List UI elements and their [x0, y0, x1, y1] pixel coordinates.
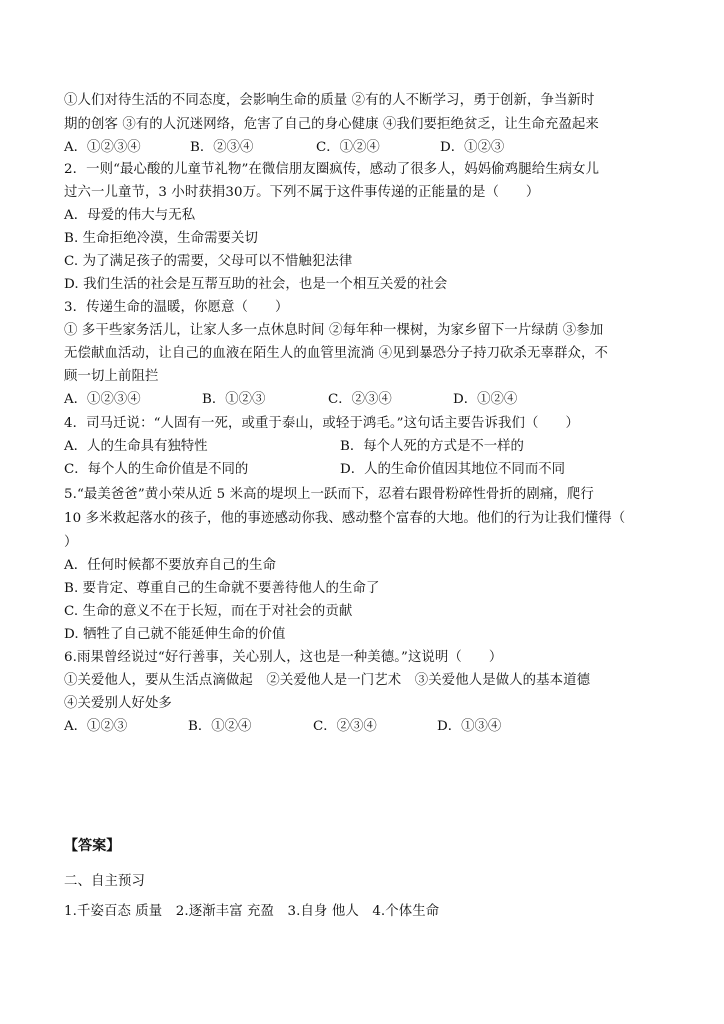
- q3-items-line2: 无偿献血活动，让自己的血液在陌生人的血管里流淌 ④见到暴恐分子持刀砍杀无辜群众，不: [64, 346, 608, 361]
- q4-stem: 4．司马迁说：“人固有一死，或重于泰山，或轻于鸿毛。”这句话主要告诉我们（ ）: [64, 416, 579, 431]
- q2-option-c: C. 为了满足孩子的需要，父母可以不惜触犯法律: [64, 254, 353, 269]
- q1-option-d: D．①②③: [440, 140, 505, 155]
- q5-option-a: A．任何时候都不要放弃自己的生命: [64, 558, 277, 573]
- answer-heading: 【答案】: [64, 838, 121, 854]
- q3-option-d: D．①②④: [453, 392, 518, 407]
- q3-option-b: B．①②③: [202, 392, 266, 407]
- q6-option-b: B．①②④: [188, 719, 252, 734]
- q3-option-a: A．①②③④: [64, 392, 141, 407]
- answer-line: 1.千姿百态 质量 2.逐渐丰富 充盈 3.自身 他人 4.个体生命: [64, 904, 440, 919]
- q4-option-d: D．人的生命价值因其地位不同而不同: [340, 462, 565, 477]
- q4-option-b: B．每个人死的方式是不一样的: [340, 439, 524, 454]
- q1-option-b: B．②③④: [190, 140, 254, 155]
- q3-items-line1: ① 多干些家务活儿，让家人多一点休息时间 ②每年种一棵树，为家乡留下一片绿荫 ③参加: [64, 323, 604, 338]
- q6-stem: 6.雨果曾经说过“好行善事，关心别人，这也是一种美德。”这说明（ ）: [64, 650, 503, 665]
- q5-stem-line2: 10 多米救起落水的孩子，他的事迹感动你我、感动整个富春的大地。他们的行为让我们懂得（: [64, 511, 626, 526]
- q3-option-c: C．②③④: [328, 392, 392, 407]
- q1-items-line1: ①人们对待生活的不同态度，会影响生命的质量 ②有的人不断学习，勇于创新，争当新时: [64, 93, 595, 108]
- q2-option-d: D. 我们生活的社会是互帮互助的社会，也是一个相互关爱的社会: [64, 277, 448, 292]
- q3-stem: 3．传递生命的温暖，你愿意（ ）: [64, 300, 289, 315]
- q6-items-line2: ④关爱别人好处多: [64, 696, 172, 711]
- q6-option-a: A．①②③: [64, 719, 128, 734]
- q2-option-a: A．母爱的伟大与无私: [64, 208, 196, 223]
- q2-stem-line1: 2．一则“最心酸的儿童节礼物”在微信朋友圈疯传，感动了很多人，妈妈偷鸡腿给生病女儿: [64, 162, 600, 177]
- q5-option-c: C. 生命的意义不在于长短，而在于对社会的贡献: [64, 604, 353, 619]
- q2-option-b: B. 生命拒绝冷漠，生命需要关切: [64, 231, 259, 246]
- q5-stem-line1: 5.“最美爸爸”黄小荣从近 5 米高的堤坝上一跃而下，忍着右跟骨粉碎性骨折的剧痛，爬行: [64, 487, 594, 502]
- q1-option-c: C．①②④: [316, 140, 380, 155]
- q1-option-a: A．①②③④: [64, 140, 141, 155]
- q4-option-c: C．每个人的生命价值是不同的: [64, 462, 249, 477]
- q5-option-b: B. 要肯定、尊重自己的生命就不要善待他人的生命了: [64, 581, 380, 596]
- q2-stem-line2: 过六一儿童节，3 小时获捐30万。下列不属于这件事传递的正能量的是（ ）: [64, 185, 540, 200]
- q5-stem-line3: ）: [64, 535, 78, 550]
- q6-option-d: D．①③④: [437, 719, 502, 734]
- q6-option-c: C．②③④: [313, 719, 377, 734]
- q1-items-line2: 期的创客 ③有的人沉迷网络，危害了自己的身心健康 ④我们要拒绝贫乏，让生命充盈起来: [64, 117, 599, 132]
- q4-option-a: A．人的生命具有独特性: [64, 439, 208, 454]
- q6-items-line1: ①关爱他人，要从生活点滴做起 ②关爱他人是一门艺术 ③关爱他人是做人的基本道德: [64, 673, 591, 688]
- q5-option-d: D. 牺牲了自己就不能延伸生命的价值: [64, 627, 286, 642]
- answer-section-title: 二、自主预习: [64, 874, 145, 889]
- q3-items-line3: 顾一切上前阻拦: [64, 369, 159, 384]
